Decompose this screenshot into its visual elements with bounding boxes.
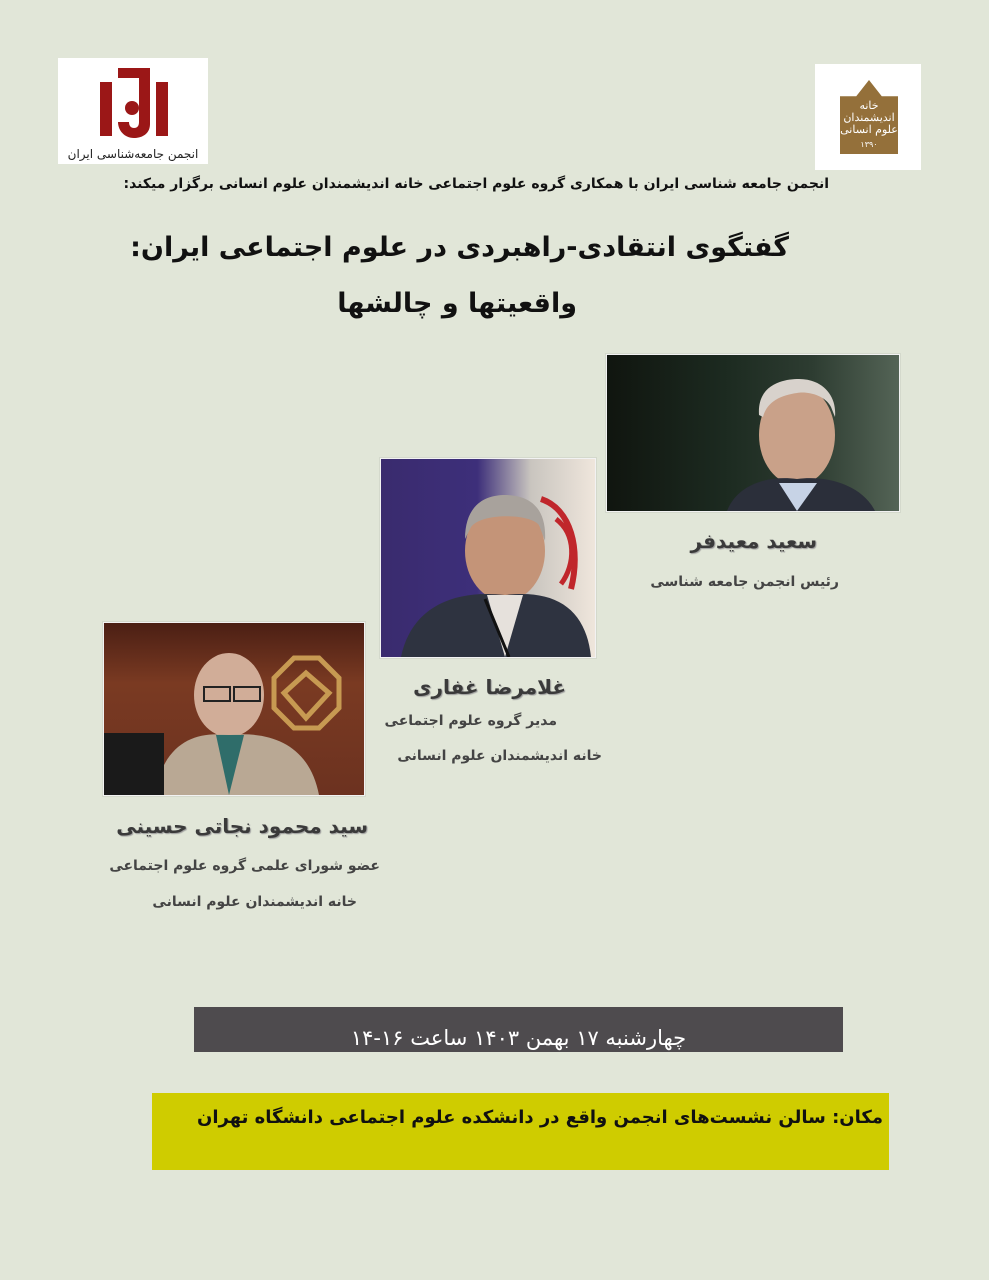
speaker-1-name: سعید معیدفر [690,529,817,553]
speaker-3-role: عضو شورای علمی گروه علوم اجتماعی [109,858,380,874]
event-title-line-1: گفتگوی انتقادی-راهبردی در علوم اجتماعی ایران: [130,232,789,263]
event-location [152,1093,889,1170]
logo-calligraphy-text: خانه اندیشمندان علوم انسانی [840,99,898,136]
speaker-3-photo [103,622,365,796]
speaker-1-role: رئیس انجمن جامعه شناسی [650,574,839,590]
event-date-time [194,1007,843,1052]
speaker-1-photo [606,354,900,512]
logo-year: ۱۳۹۰ [860,140,878,149]
speaker-2-name: غلامرضا غفاری [413,675,566,699]
speaker-2-photo [380,458,596,658]
intro-text: انجمن جامعه شناسی ایران با همکاری گروه علوم اجتماعی خانه اندیشمندان علوم انسانی برگزار میکند: [123,176,829,192]
person-portrait-icon [381,459,595,657]
iranian-sociological-association-logo [58,58,208,164]
speaker-2-affiliation: خانه اندیشمندان علوم انسانی [397,748,602,764]
humanities-thinkers-house-logo [815,64,921,170]
speaker-2-role: مدیر گروه علوم اجتماعی [384,713,557,729]
speaker-3-affiliation: خانه اندیشمندان علوم انسانی [152,894,357,910]
logo-caption: انجمن جامعه‌شناسی ایران [67,147,199,161]
event-title-line-2: واقعیتها و چالشها [337,288,577,319]
date-time-text: چهارشنبه ۱۷ بهمن ۱۴۰۳ ساعت ۱۶-۱۴ [350,1026,687,1050]
location-text: مکان: سالن نشست‌های انجمن واقع در دانشکده علوم اجتماعی دانشگاه تهران [196,1107,883,1128]
person-portrait-icon [104,623,364,795]
person-portrait-icon [607,355,899,511]
speaker-3-name: سید محمود نجاتی حسینی [116,814,368,838]
aja-logo-icon [98,64,170,138]
